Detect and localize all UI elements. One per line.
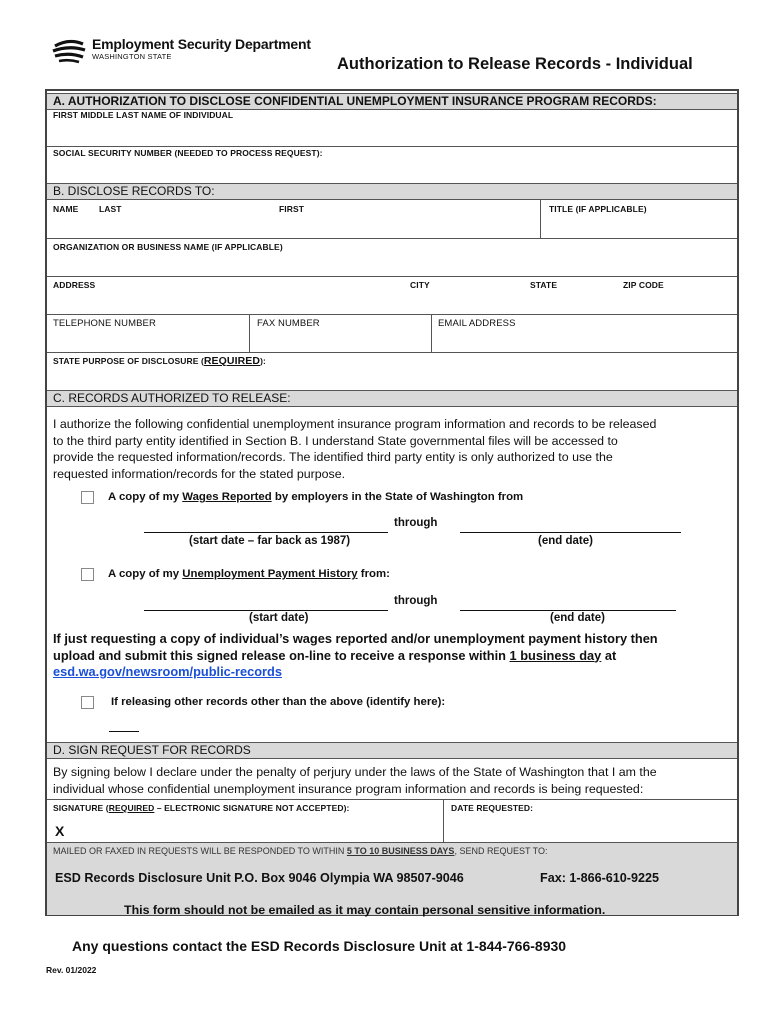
response-time-notice: MAILED OR FAXED IN REQUESTS WILL BE RESPONDED TO WITHIN 5 TO 10 BUSINESS DAYS, SEND REQUEST TO:	[53, 846, 548, 856]
payment-history-checkbox[interactable]	[81, 568, 94, 581]
wages-reported-label: A copy of my Wages Reported by employers in the State of Washington from	[108, 491, 524, 503]
individual-name-field[interactable]	[49, 109, 735, 146]
telephone-label: TELEPHONE NUMBER	[53, 318, 156, 329]
recipient-name-field[interactable]	[49, 201, 539, 237]
date-requested-field[interactable]	[445, 800, 735, 841]
signature-x-mark: X	[55, 823, 65, 839]
payment-history-label: A copy of my Unemployment Payment History from:	[108, 568, 390, 580]
organization-label: ORGANIZATION OR BUSINESS NAME (IF APPLICABLE)	[53, 242, 283, 252]
payment-end-date-line[interactable]	[460, 610, 676, 611]
city-label: CITY	[410, 280, 430, 290]
telephone-field[interactable]	[49, 315, 248, 351]
wages-end-date-hint: (end date)	[538, 535, 593, 547]
other-records-line[interactable]	[109, 731, 139, 732]
fax-field[interactable]	[251, 315, 430, 351]
section-b-heading: B. DISCLOSE RECORDS TO:	[47, 183, 737, 200]
email-label: EMAIL ADDRESS	[438, 318, 516, 329]
purpose-label: STATE PURPOSE OF DISCLOSURE (REQUIRED):	[53, 355, 266, 367]
first-name-label: FIRST	[279, 204, 305, 214]
address-field[interactable]	[49, 277, 735, 313]
declaration-text: By signing below I declare under the penalty of perjury under the laws of the State of Washington that I am the individual whose confidential unemployment insurance program information and records is being requested:	[53, 765, 657, 796]
address-label: ADDRESS	[53, 280, 96, 290]
payment-start-date-hint: (start date)	[249, 612, 309, 624]
payment-through-label: through	[394, 595, 438, 607]
wages-end-date-line[interactable]	[460, 532, 681, 533]
name-label: NAME	[53, 204, 79, 214]
mailing-address: ESD Records Disclosure Unit P.O. Box 9046 Olympia WA 98507-9046	[55, 871, 464, 885]
email-warning: This form should not be emailed as it may contain personal sensitive information.	[124, 903, 606, 917]
release-form	[45, 89, 739, 916]
date-requested-label: DATE REQUESTED:	[451, 803, 534, 813]
other-records-checkbox[interactable]	[81, 696, 94, 709]
document-title: Authorization to Release Records - Individual	[337, 55, 693, 73]
signature-field[interactable]	[49, 800, 441, 841]
zip-label: ZIP CODE	[623, 280, 664, 290]
contact-info: Any questions contact the ESD Records Disclosure Unit at 1-844-766-8930	[72, 938, 567, 954]
section-d-heading: D. SIGN REQUEST FOR RECORDS	[47, 742, 737, 759]
org-name: Employment Security Department	[92, 36, 311, 52]
ssn-field[interactable]	[49, 147, 735, 181]
recipient-title-field[interactable]	[542, 201, 735, 237]
individual-name-label: FIRST MIDDLE LAST NAME OF INDIVIDUAL	[53, 110, 234, 120]
state-label: STATE	[530, 280, 558, 290]
organization-field[interactable]	[49, 239, 735, 275]
section-a-heading: A. AUTHORIZATION TO DISCLOSE CONFIDENTIAL UNEMPLOYMENT INSURANCE PROGRAM RECORDS:	[47, 93, 737, 110]
payment-end-date-hint: (end date)	[550, 612, 605, 624]
esd-logo-icon	[52, 38, 86, 64]
public-records-link[interactable]: esd.wa.gov/newsroom/public-records	[53, 664, 282, 679]
online-submission-note: If just requesting a copy of individual’s wages reported and/or unemployment payment history then upload and submit this signed release on-line to receive a response within 1 business day at	[53, 631, 658, 663]
wages-reported-checkbox[interactable]	[81, 491, 94, 504]
authorization-text: I authorize the following confidential unemployment insurance program information and records to be released to the third party entity identified in Section B. I understand State governmental files will be accessed to provide the requested information/records. The identified third party entity is only authorized to use the requested information/records for the stated purpose.	[53, 417, 657, 481]
payment-start-date-line[interactable]	[144, 610, 388, 611]
wages-through-label: through	[394, 517, 438, 529]
title-label: TITLE (IF APPLICABLE)	[549, 204, 647, 214]
section-c-heading: C. RECORDS AUTHORIZED TO RELEASE:	[47, 390, 737, 407]
ssn-label: SOCIAL SECURITY NUMBER (NEEDED TO PROCESS REQUEST):	[53, 148, 323, 158]
signature-label: SIGNATURE (REQUIRED – ELECTRONIC SIGNATURE NOT ACCEPTED):	[53, 803, 350, 813]
revision-label: Rev. 01/2022	[46, 965, 97, 975]
last-name-label: LAST	[99, 204, 122, 214]
wages-start-date-line[interactable]	[144, 532, 388, 533]
fax-label: FAX NUMBER	[257, 318, 320, 329]
wages-start-date-hint: (start date – far back as 1987)	[189, 535, 351, 547]
mailing-info-box	[47, 842, 737, 915]
email-field[interactable]	[433, 315, 735, 351]
fax-number: Fax: 1-866-610-9225	[540, 871, 660, 885]
purpose-field[interactable]	[49, 353, 735, 388]
org-subtitle: WASHINGTON STATE	[92, 52, 172, 61]
other-records-label: If releasing other records other than the above (identify here):	[111, 696, 446, 708]
